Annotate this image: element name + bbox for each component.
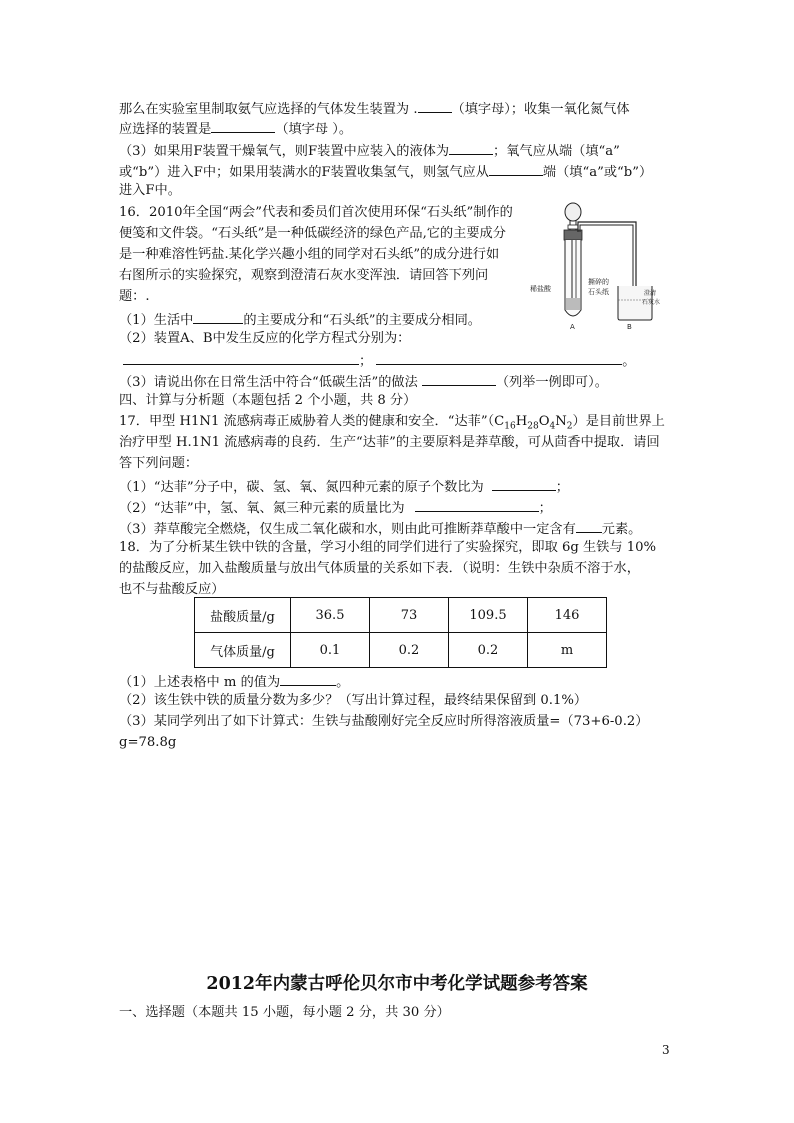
blank — [418, 98, 452, 113]
q16-line-4: 右图所示的实验探究，观察到澄清石灰水变浑浊．请回答下列问 — [119, 268, 489, 283]
q15-line-1: 那么在实验室里制取氨气应选择的气体发生装置为 . （填字母）；收集一氧化氮气体 — [119, 98, 630, 119]
figure-label-b: B — [627, 323, 632, 331]
q15-line-5: 进入F中。 — [119, 183, 181, 198]
q17-line-2: 治疗甲型 H.1N1 流感病毒的良药．生产“达菲”的主要原料是莽草酸，可从茴香中提取．请回 — [119, 435, 660, 450]
q18-line-3: 也不与盐酸反应） — [119, 582, 225, 597]
q15-line-2: 应选择的装置是 （填字母 ）。 — [119, 118, 352, 139]
blank — [422, 371, 496, 386]
q18-line-2: 的盐酸反应，加入盐酸质量与放出气体质量的关系如下表．（说明：生铁中杂质不溶于水， — [119, 561, 640, 576]
q16-line-5: 题：. — [119, 289, 150, 304]
hcl-gas-mass-table — [194, 597, 607, 668]
blank — [489, 161, 543, 176]
q18-line-1: 18．为了分析某生铁中铁的含量，学习小组的同学们进行了实验探究，即取 6g 生铁与 10% — [119, 540, 657, 555]
table-row — [195, 598, 607, 633]
q15-line-3: （3）如果用F装置干燥氧气，则F装置中应装入的液体为 ；氧气应从端（填“a” — [119, 140, 620, 161]
blank — [280, 671, 336, 686]
figure-label-clear-1: 澄清 — [644, 290, 657, 297]
blank — [211, 118, 275, 133]
figure-label-limewater: 石灰水 — [642, 299, 660, 306]
q18-part-2: （2）该生铁中铁的质量分数为多少？（写出计算过程，最终结果保留到 0.1%） — [119, 693, 588, 708]
figure-label-torn-1: 撕碎的 — [588, 278, 609, 286]
answers-title: 2012年内蒙古呼伦贝尔市中考化学试题参考答案 — [206, 974, 588, 994]
q18-part-3: （3）某同学列出了如下计算式：生铁与盐酸刚好完全反应时所得溶液质量=（73+6-0.2） — [119, 714, 649, 729]
table-row-header: 盐酸质量/g — [195, 598, 291, 633]
blank — [576, 518, 602, 533]
blank — [492, 476, 556, 491]
blank — [193, 309, 243, 324]
q16-line-2: 便笺和文件袋。“石头纸”是一种低碳经济的绿色产品,它的主要成分 — [119, 226, 506, 241]
blank — [415, 497, 539, 512]
table-cell: 146 — [528, 598, 607, 633]
figure-label-hydrochloric-acid: 稀盐酸 — [530, 285, 551, 293]
q16-part-2: （2）装置A、B中发生反应的化学方程式分别为： — [119, 331, 411, 346]
blank — [376, 350, 622, 365]
figure-label-a: A — [570, 323, 575, 331]
q16-line-1: 16．2010年全国“两会”代表和委员们首次使用环保“石头纸”制作的 — [119, 205, 513, 220]
blank — [123, 350, 359, 365]
table-cell: 0.2 — [370, 633, 449, 668]
q16-line-3: 是一种难溶性钙盐.某化学兴趣小组的同学对石头纸”的成分进行如 — [119, 247, 500, 262]
q17-part-2: （2）“达菲”中，氢、氧、氮三种元素的质量比为 ； — [119, 497, 552, 518]
q17-part-1: （1）“达菲”分子中，碳、氢、氧、氮四种元素的原子个数比为 ； — [119, 476, 569, 497]
answers-section-1: 一、选择题（本题共 15 小题，每小题 2 分，共 30 分） — [119, 1005, 450, 1020]
q16-part-1: （1）生活中 的主要成分和“石头纸”的主要成分相同。 — [119, 309, 481, 330]
figure-label-stone-paper: 石头纸 — [588, 288, 609, 296]
section-4-heading: 四、计算与分析题（本题包括 2 个小题，共 8 分） — [119, 393, 417, 408]
q16-part-3: （3）请说出你在日常生活中符合“低碳生活”的做法 （列举一例即可）。 — [119, 371, 608, 392]
q18-part-1: （1）上述表格中 m 的值为 。 — [119, 671, 349, 692]
q16-equation-blanks: ； 。 — [119, 350, 635, 371]
page-number: 3 — [662, 1043, 670, 1057]
q15-line-4: 或“b”）进入F中；如果用装满水的F装置收集氢气，则氢气应从 端（填“a”或“b”） — [119, 161, 652, 182]
table-cell: 73 — [370, 598, 449, 633]
table-cell: 0.1 — [291, 633, 370, 668]
apparatus-diagram-figure — [530, 200, 660, 335]
q18-part-3-cont: g=78.8g — [119, 735, 177, 750]
q17-line-1: 17．甲型 H1N1 流感病毒正威胁着人类的健康和安全．“达菲$”(C_{16}H_{28}O_4N_2)$是目前世界上 — [119, 414, 665, 432]
table-cell: m — [528, 633, 607, 668]
q17-part-3: （3）莽草酸完全燃烧，仅生成二氧化碳和水，则由此可推断莽草酸中一定含有 元素。 — [119, 518, 641, 539]
table-cell: 36.5 — [291, 598, 370, 633]
table-cell: 0.2 — [449, 633, 528, 668]
blank — [449, 140, 493, 155]
q17-line-3: 答下列问题： — [119, 456, 199, 471]
table-row-header: 气体质量/g — [195, 633, 291, 668]
table-cell: 109.5 — [449, 598, 528, 633]
table-row — [195, 633, 607, 668]
